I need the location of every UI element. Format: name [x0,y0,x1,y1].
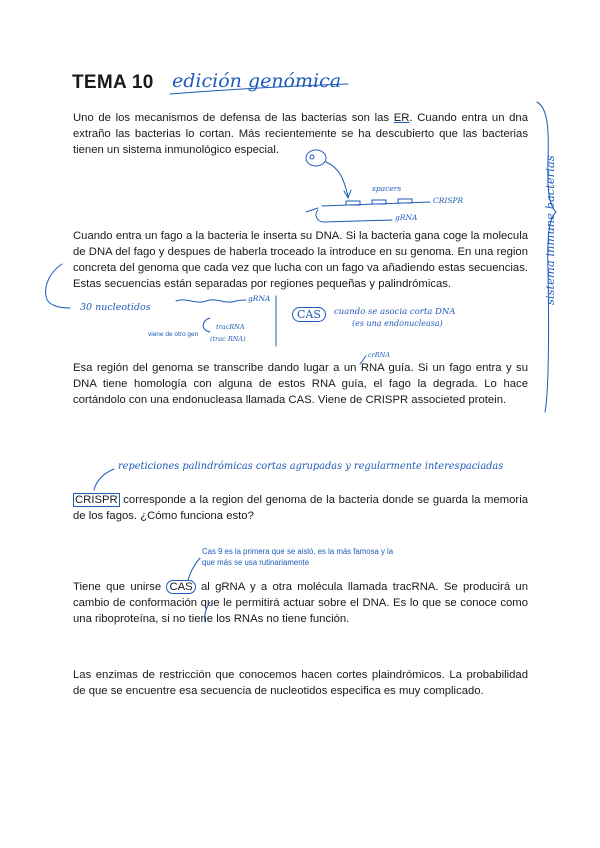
genome-left-tail [306,208,318,212]
cas-note-2: (es una endonucleasa) [352,319,443,328]
cas9-note: Cas 9 es la primera que se aisló, es la más famosa y la que más se usa rutinariamente [202,547,394,567]
handwritten-subtitle: edición genómica [172,70,342,92]
spacer-1 [346,201,360,205]
p4-rest: corresponde a la region del genoma de la bacteria donde se guarda la memoria de los fagos. ¿Cómo funciona esto? [73,494,528,522]
tracrna-hairpin [203,318,210,332]
paragraph-phage: Cuando entra un fago a la bacteria le inserta su DNA. Si la bacteria gana coge la molecula de DNA del fago y despues de haberla troceado la introduce en su genoma. En una region concreta del genoma que cada vez que lucha con un fago va añadiendo estas secuencias. Estas secuencias están separadas por regiones pequeñas y palindrómicas. [73,230,528,290]
paragraph-restriction: Las enzimas de restricción que conocemos hacen cortes plaindrómicos. La probabilidad de que se encuentre esa secuencia de nucleotidos especifica es muy complicado. [73,669,528,697]
tracrna-note: tracRNA [216,323,245,331]
genome-line [322,202,430,206]
paragraph-cas [73,579,528,627]
nucleotidos-note: 30 nucleotidos [80,302,151,313]
crispr-definition: repeticiones palindrómicas cortas agrupadas y regularmente interespaciadas [118,461,504,472]
paragraph-defense [73,110,528,158]
crispr-def-arrow [94,469,114,490]
cas-handwritten: CAS [292,307,326,322]
er-term: ER [393,112,410,124]
cas-term: CAS [166,580,195,594]
diagram-label-grna: gRNA [395,213,418,222]
phage-arrowhead [344,190,351,198]
p1-after: . Cuando entra un dna extraño las bacterias lo cortan. Más recientemente se ha descubierto que las bacterias tienen un sistema inmunológico especial. [73,112,528,156]
p5-before: Tiene que unirse [73,581,167,593]
side-bracket-label: sistema inmune bacterias [543,155,557,305]
tracrna-paren-note: (trac RNA) [210,335,246,343]
transcript-line [316,210,392,222]
spacer-3 [398,199,412,203]
grna-note: gRNA [248,294,271,303]
grna-wave [176,300,246,302]
diagram-label-spacers: spacers [372,184,402,193]
spacer-2 [372,200,386,204]
p1-before: Uno de los mecanismos de defensa de las bacterias son las [73,112,394,124]
diagram-label-crispr: CRISPR [433,196,464,205]
cas-note-1: cuando se asocia corta DNA [334,307,456,317]
crispr-term: CRISPR [75,494,118,506]
cas9-pointer [188,558,200,580]
p5-after: al gRNA y a otra molécula llamada tracRNA. Se producirá un cambio de conformación que le permitirá actuar sobre el DNA. Es lo que se conoce como una riboproteína, si no tiene los RNAs no tiene función. [73,581,528,625]
left-bracket-stroke [46,264,70,308]
paragraph-rna-guide: Esa región del genoma se transcribe dando lugar a un RNA guía. Si un fago entra y su DNA tiene homología con alguna de estos RNA guía, el fago la degrada. Lo hace cortándolo con una endonucleasa llamada CAS. Viene de CRISPR associeted protein. [73,362,528,406]
paragraph-crispr [73,492,528,524]
page-title: TEMA 10 [72,72,154,93]
grna-origin-note: viene de otro gen [148,331,199,338]
crrna-note: crRNA [368,351,391,359]
phage-arrow [326,162,348,196]
